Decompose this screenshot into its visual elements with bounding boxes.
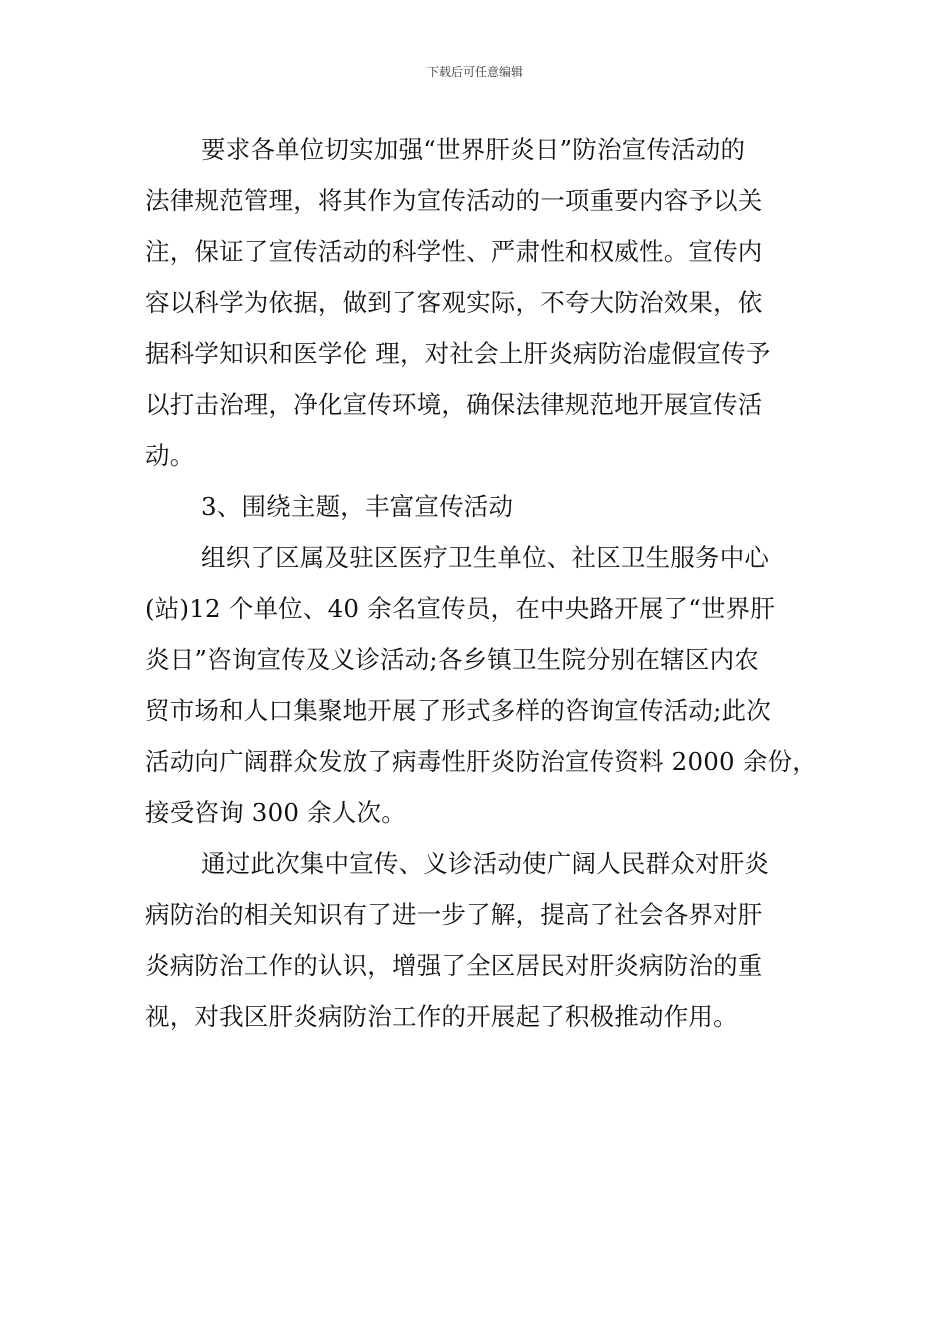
paragraph-3-line-6: 接受咨询 300 余人次。 bbox=[145, 798, 406, 827]
paragraph-1-line-5: 据科学知识和医学伦 理，对社会上肝炎病防治虚假宣传予 bbox=[145, 339, 771, 368]
paragraph-3-line-2: (站)12 个单位、40 余名宣传员，在中央路开展了“世界肝 bbox=[145, 594, 776, 623]
paragraph-3-line-4: 贸市场和人口集聚地开展了形式多样的咨询宣传活动;此次 bbox=[145, 696, 771, 725]
page-header: 下载后可任意编辑 bbox=[426, 65, 523, 79]
paragraph-4-line-3: 炎病防治工作的认识，增强了全区居民对肝炎病防治的重 bbox=[145, 951, 763, 980]
paragraph-1-line-7: 动。 bbox=[145, 441, 195, 470]
paragraph-3-line-1: 组织了区属及驻区医疗卫生单位、社区卫生服务中心 bbox=[201, 543, 770, 572]
document-body bbox=[145, 124, 817, 1042]
paragraph-1-line-6: 以打击治理，净化宣传环境，确保法律规范地开展宣传活 bbox=[145, 390, 763, 419]
paragraph-3-line-3: 炎日”咨询宣传及义诊活动;各乡镇卫生院分别在辖区内农 bbox=[145, 645, 759, 674]
paragraph-1-line-4: 容以科学为依据，做到了客观实际，不夸大防治效果，依 bbox=[145, 288, 763, 317]
paragraph-3-line-5: 活动向广阔群众发放了病毒性肝炎防治宣传资料 2000 余份， bbox=[145, 747, 817, 776]
paragraph-1-line-1: 要求各单位切实加强“世界肝炎日”防治宣传活动的 bbox=[201, 135, 746, 164]
paragraph-1-line-2: 法律规范管理，将其作为宣传活动的一项重要内容予以关 bbox=[145, 186, 763, 215]
paragraph-4-line-4: 视，对我区肝炎病防治工作的开展起了积极推动作用。 bbox=[145, 1002, 738, 1031]
section-heading: 3、围绕主题，丰富宣传活动 bbox=[201, 492, 514, 521]
paragraph-1-line-3: 注，保证了宣传活动的科学性、严肃性和权威性。宣传内 bbox=[145, 237, 763, 266]
paragraph-4-line-1: 通过此次集中宣传、义诊活动使广阔人民群众对肝炎 bbox=[201, 849, 770, 878]
paragraph-4-line-2: 病防治的相关知识有了进一步了解，提高了社会各界对肝 bbox=[145, 900, 763, 929]
